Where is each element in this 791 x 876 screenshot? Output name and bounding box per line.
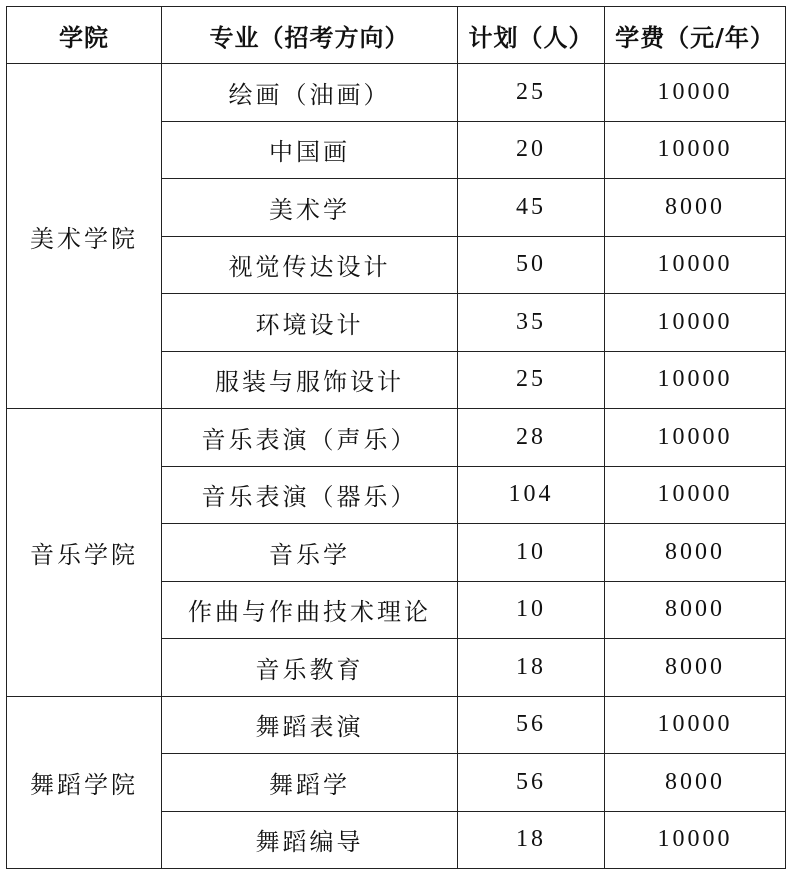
- fee-cell: 8000: [605, 639, 786, 697]
- major-cell: 视觉传达设计: [162, 236, 458, 294]
- college-cell: 美术学院: [7, 64, 162, 409]
- fee-cell: 8000: [605, 754, 786, 812]
- enrollment-plan-table: [6, 6, 786, 869]
- major-cell: 舞蹈编导: [162, 811, 458, 869]
- fee-cell: 10000: [605, 294, 786, 352]
- major-cell: 作曲与作曲技术理论: [162, 581, 458, 639]
- table-header-row: [7, 7, 786, 64]
- fee-cell: 10000: [605, 409, 786, 467]
- fee-cell: 10000: [605, 121, 786, 179]
- major-cell: 音乐教育: [162, 639, 458, 697]
- fee-cell: 10000: [605, 811, 786, 869]
- fee-cell: 8000: [605, 581, 786, 639]
- fee-cell: 8000: [605, 524, 786, 582]
- major-cell: 中国画: [162, 121, 458, 179]
- fee-cell: 10000: [605, 351, 786, 409]
- college-cell: 舞蹈学院: [7, 696, 162, 869]
- major-cell: 舞蹈学: [162, 754, 458, 812]
- table-row: [7, 64, 786, 122]
- header-fee: 学费（元/年）: [605, 7, 786, 64]
- plan-cell: 104: [458, 466, 605, 524]
- major-cell: 舞蹈表演: [162, 696, 458, 754]
- header-college: 学院: [7, 7, 162, 64]
- table-row: [7, 409, 786, 467]
- fee-cell: 10000: [605, 466, 786, 524]
- header-major: 专业（招考方向）: [162, 7, 458, 64]
- plan-cell: 56: [458, 754, 605, 812]
- major-cell: 服装与服饰设计: [162, 351, 458, 409]
- fee-cell: 10000: [605, 236, 786, 294]
- plan-cell: 10: [458, 524, 605, 582]
- plan-cell: 56: [458, 696, 605, 754]
- fee-cell: 10000: [605, 696, 786, 754]
- major-cell: 音乐学: [162, 524, 458, 582]
- plan-cell: 25: [458, 64, 605, 122]
- fee-cell: 10000: [605, 64, 786, 122]
- major-cell: 音乐表演（器乐）: [162, 466, 458, 524]
- major-cell: 音乐表演（声乐）: [162, 409, 458, 467]
- plan-cell: 18: [458, 811, 605, 869]
- plan-cell: 10: [458, 581, 605, 639]
- fee-cell: 8000: [605, 179, 786, 237]
- plan-cell: 45: [458, 179, 605, 237]
- major-cell: 绘画（油画）: [162, 64, 458, 122]
- table-row: [7, 696, 786, 754]
- plan-cell: 50: [458, 236, 605, 294]
- header-plan: 计划（人）: [458, 7, 605, 64]
- plan-cell: 35: [458, 294, 605, 352]
- college-cell: 音乐学院: [7, 409, 162, 697]
- plan-cell: 28: [458, 409, 605, 467]
- plan-cell: 20: [458, 121, 605, 179]
- major-cell: 环境设计: [162, 294, 458, 352]
- plan-cell: 25: [458, 351, 605, 409]
- major-cell: 美术学: [162, 179, 458, 237]
- plan-cell: 18: [458, 639, 605, 697]
